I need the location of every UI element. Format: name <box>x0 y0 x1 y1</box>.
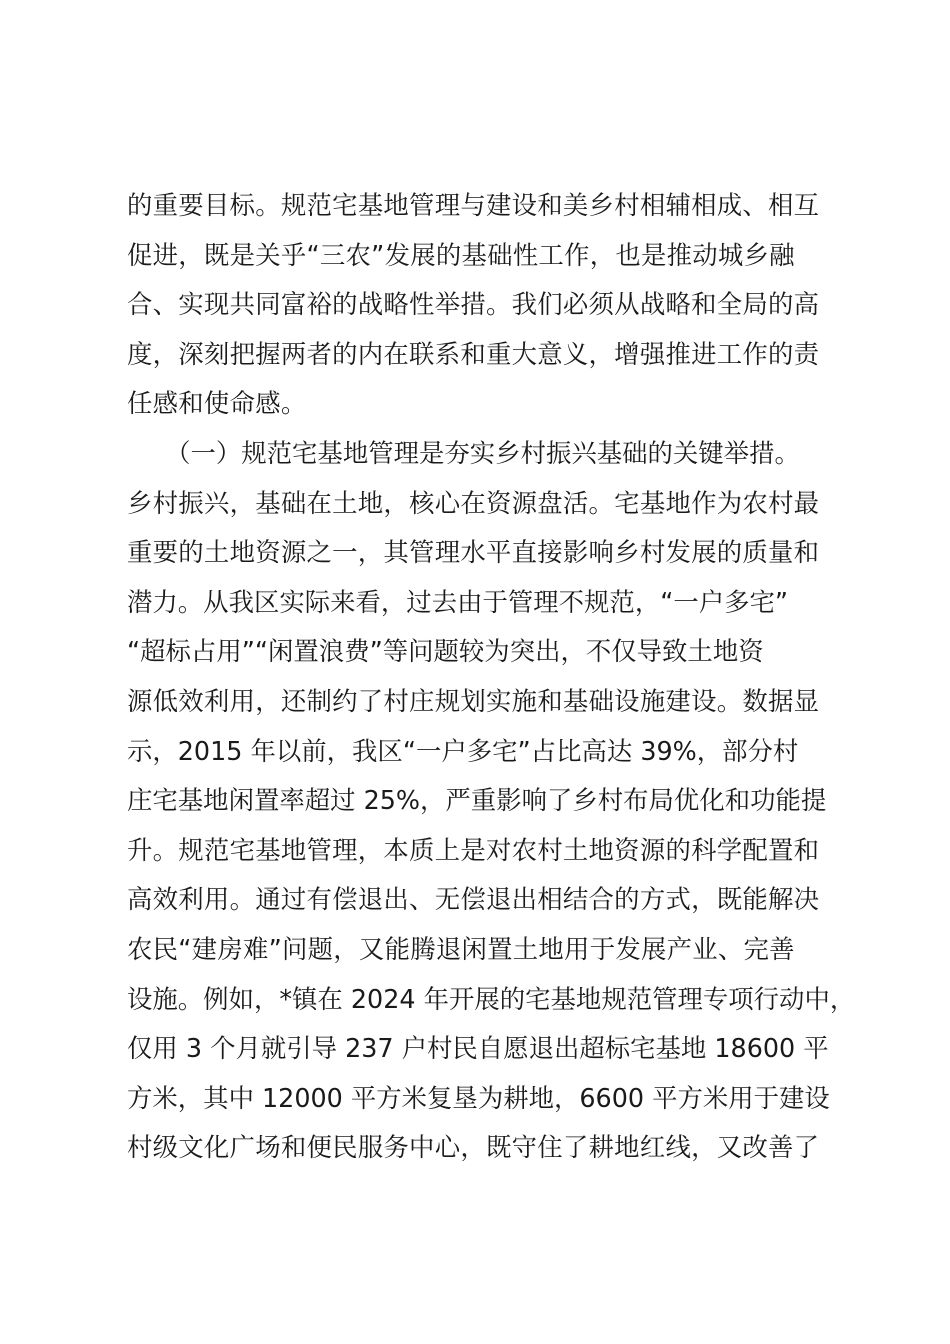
text-line: 乡村振兴，基础在土地，核心在资源盘活。宅基地作为农村最 <box>127 487 820 518</box>
section-heading: （一）规范宅基地管理是夯实乡村振兴基础的关键举措。 <box>127 437 800 468</box>
text-line: 设施。例如，*镇在 2024 年开展的宅基地规范管理专项行动中， <box>127 983 856 1014</box>
text-line: 村级文化广场和便民服务中心，既守住了耕地红线，又改善了 <box>127 1132 820 1163</box>
text-line: 合、实现共同富裕的战略性举措。我们必须从战略和全局的高 <box>127 289 820 320</box>
text-line: 源低效利用，还制约了村庄规划实施和基础设施建设。数据显 <box>127 685 820 716</box>
text-line: 重要的土地资源之一，其管理水平直接影响乡村发展的质量和 <box>127 537 820 568</box>
text-line: 方米，其中 12000 平方米复垦为耕地，6600 平方米用于建设 <box>127 1082 830 1113</box>
text-line: 升。规范宅基地管理，本质上是对农村土地资源的科学配置和 <box>127 834 820 865</box>
text-line: 庄宅基地闲置率超过 25%，严重影响了乡村布局优化和功能提 <box>127 785 827 816</box>
text-line: “超标占用”“闲置浪费”等问题较为突出，不仅导致土地资 <box>127 636 764 667</box>
text-line: 潜力。从我区实际来看，过去由于管理不规范，“一户多宅” <box>127 586 789 617</box>
text-line: 促进，既是关乎“三农”发展的基础性工作，也是推动城乡融 <box>127 239 795 270</box>
document-body <box>127 181 857 1173</box>
text-line: 示，2015 年以前，我区“一户多宅”占比高达 39%，部分村 <box>127 735 799 766</box>
text-line: 的重要目标。规范宅基地管理与建设和美乡村相辅相成、相互 <box>127 190 820 220</box>
text-line: 高效利用。通过有偿退出、无偿退出相结合的方式，既能解决 <box>127 884 820 915</box>
text-line: 度，深刻把握两者的内在联系和重大意义，增强推进工作的责 <box>127 338 820 369</box>
text-line: 任感和使命感。 <box>127 388 307 419</box>
text-line: 仅用 3 个月就引导 237 户村民自愿退出超标宅基地 18600 平 <box>127 1033 829 1064</box>
text-line: 农民“建房难”问题，又能腾退闲置土地用于发展产业、完善 <box>127 933 795 964</box>
